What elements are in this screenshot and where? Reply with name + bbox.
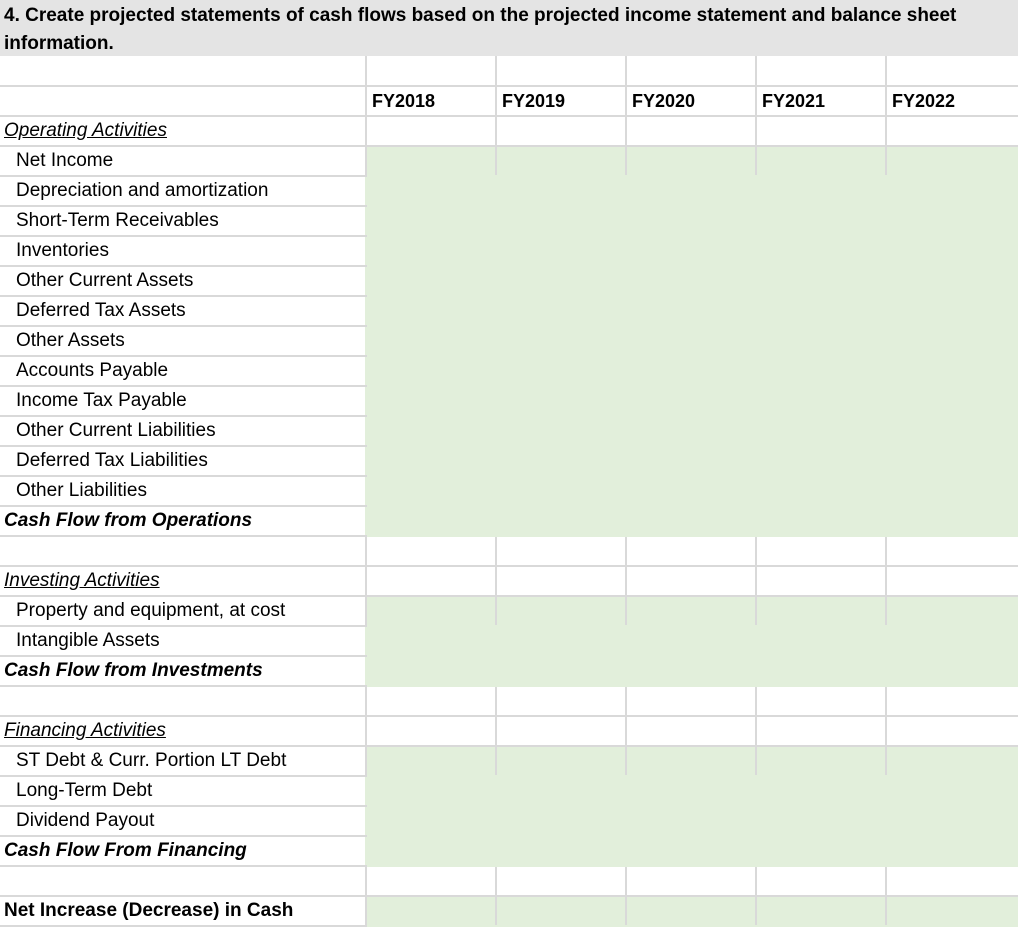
- value-cell[interactable]: [496, 296, 626, 326]
- value-cell[interactable]: [886, 896, 1018, 926]
- value-cell[interactable]: [886, 716, 1018, 746]
- value-cell[interactable]: [366, 386, 496, 416]
- row-label[interactable]: [0, 86, 366, 116]
- value-cell[interactable]: [366, 866, 496, 896]
- value-cell[interactable]: [756, 596, 886, 626]
- operating-item-row: [0, 266, 1018, 296]
- year-header: FY2019: [496, 86, 626, 116]
- value-cell[interactable]: [886, 806, 1018, 836]
- value-cell[interactable]: [626, 536, 756, 566]
- value-cell[interactable]: [756, 866, 886, 896]
- line-item-label: ST Debt & Curr. Portion LT Debt: [0, 746, 366, 776]
- operating-item-row: [0, 206, 1018, 236]
- section-total-label: Cash Flow From Financing: [0, 836, 366, 866]
- value-cell[interactable]: [366, 836, 496, 866]
- value-cell[interactable]: [756, 386, 886, 416]
- value-cell[interactable]: [366, 116, 496, 146]
- line-item-label: Other Current Assets: [0, 266, 366, 296]
- value-cell[interactable]: [886, 446, 1018, 476]
- section-heading: Financing Activities: [0, 716, 366, 746]
- blank-row: [0, 536, 1018, 566]
- value-cell[interactable]: [626, 896, 756, 926]
- value-cell[interactable]: [366, 56, 496, 86]
- value-cell[interactable]: [496, 416, 626, 446]
- value-cell[interactable]: [626, 626, 756, 656]
- line-item-label: Other Liabilities: [0, 476, 366, 506]
- value-cell[interactable]: [626, 296, 756, 326]
- value-cell[interactable]: [886, 866, 1018, 896]
- value-cell[interactable]: [626, 206, 756, 236]
- year-header: FY2022: [886, 86, 1018, 116]
- net-change-row: [0, 896, 1018, 926]
- value-cell[interactable]: [756, 746, 886, 776]
- value-cell[interactable]: [366, 746, 496, 776]
- value-cell[interactable]: [366, 686, 496, 716]
- value-cell[interactable]: [626, 116, 756, 146]
- value-cell[interactable]: [626, 176, 756, 206]
- value-cell[interactable]: [366, 146, 496, 176]
- line-item-label: Property and equipment, at cost: [0, 596, 366, 626]
- value-cell[interactable]: [756, 536, 886, 566]
- operating-item-row: [0, 416, 1018, 446]
- investing-item-row: [0, 596, 1018, 626]
- year-header: FY2018: [366, 86, 496, 116]
- financing-item-row: [0, 806, 1018, 836]
- value-cell[interactable]: [626, 146, 756, 176]
- value-cell[interactable]: [626, 326, 756, 356]
- value-cell[interactable]: [756, 416, 886, 446]
- value-cell[interactable]: [496, 506, 626, 536]
- value-cell[interactable]: [366, 536, 496, 566]
- value-cell[interactable]: [626, 866, 756, 896]
- value-cell[interactable]: [366, 176, 496, 206]
- value-cell[interactable]: [756, 296, 886, 326]
- value-cell[interactable]: [626, 446, 756, 476]
- value-cell[interactable]: [886, 536, 1018, 566]
- value-cell[interactable]: [756, 476, 886, 506]
- section-total-label: Cash Flow from Investments: [0, 656, 366, 686]
- value-cell[interactable]: [366, 806, 496, 836]
- line-item-label: Long-Term Debt: [0, 776, 366, 806]
- line-item-label: Other Current Liabilities: [0, 416, 366, 446]
- operating-item-row: [0, 146, 1018, 176]
- value-cell[interactable]: [626, 476, 756, 506]
- value-cell[interactable]: [366, 626, 496, 656]
- line-item-label: Short-Term Receivables: [0, 206, 366, 236]
- value-cell[interactable]: [886, 176, 1018, 206]
- net-change-label: Net Increase (Decrease) in Cash: [0, 896, 366, 926]
- value-cell[interactable]: [756, 716, 886, 746]
- line-item-label: Depreciation and amortization: [0, 176, 366, 206]
- question-title: 4. Create projected statements of cash flows based on the projected income statement and balance sheet information.: [0, 0, 1018, 56]
- value-cell[interactable]: [496, 386, 626, 416]
- financing-total-row: [0, 836, 1018, 866]
- value-cell[interactable]: [756, 656, 886, 686]
- value-cell[interactable]: [886, 386, 1018, 416]
- financing-heading-row: [0, 716, 1018, 746]
- value-cell[interactable]: [886, 626, 1018, 656]
- line-item-label: Accounts Payable: [0, 356, 366, 386]
- value-cell[interactable]: [756, 626, 886, 656]
- value-cell[interactable]: [496, 836, 626, 866]
- value-cell[interactable]: [756, 776, 886, 806]
- value-cell[interactable]: [496, 746, 626, 776]
- value-cell[interactable]: [756, 266, 886, 296]
- financing-item-row: [0, 746, 1018, 776]
- investing-total-row: [0, 656, 1018, 686]
- value-cell[interactable]: [756, 176, 886, 206]
- row-label[interactable]: [0, 866, 366, 896]
- line-item-label: Net Income: [0, 146, 366, 176]
- year-header-row: [0, 86, 1018, 116]
- value-cell[interactable]: [626, 806, 756, 836]
- value-cell[interactable]: [496, 236, 626, 266]
- value-cell[interactable]: [756, 686, 886, 716]
- investing-item-row: [0, 626, 1018, 656]
- operating-item-row: [0, 446, 1018, 476]
- value-cell[interactable]: [756, 446, 886, 476]
- value-cell[interactable]: [886, 566, 1018, 596]
- value-cell[interactable]: [366, 476, 496, 506]
- operating-total-row: [0, 506, 1018, 536]
- value-cell[interactable]: [886, 596, 1018, 626]
- section-heading: Investing Activities: [0, 566, 366, 596]
- value-cell[interactable]: [366, 446, 496, 476]
- value-cell[interactable]: [626, 836, 756, 866]
- value-cell[interactable]: [496, 476, 626, 506]
- value-cell[interactable]: [886, 686, 1018, 716]
- investing-heading-row: [0, 566, 1018, 596]
- value-cell[interactable]: [366, 596, 496, 626]
- value-cell[interactable]: [366, 326, 496, 356]
- value-cell[interactable]: [886, 746, 1018, 776]
- blank-row: [0, 56, 1018, 86]
- value-cell[interactable]: [626, 596, 756, 626]
- blank-row: [0, 866, 1018, 896]
- value-cell[interactable]: [886, 776, 1018, 806]
- value-cell[interactable]: [756, 806, 886, 836]
- value-cell[interactable]: [756, 506, 886, 536]
- operating-item-row: [0, 176, 1018, 206]
- value-cell[interactable]: [366, 416, 496, 446]
- value-cell[interactable]: [626, 236, 756, 266]
- operating-item-row: [0, 356, 1018, 386]
- year-header: FY2020: [626, 86, 756, 116]
- value-cell[interactable]: [886, 326, 1018, 356]
- value-cell[interactable]: [626, 416, 756, 446]
- value-cell[interactable]: [496, 686, 626, 716]
- value-cell[interactable]: [366, 506, 496, 536]
- value-cell[interactable]: [496, 566, 626, 596]
- value-cell[interactable]: [496, 656, 626, 686]
- section-total-label: Cash Flow from Operations: [0, 506, 366, 536]
- value-cell[interactable]: [626, 686, 756, 716]
- value-cell[interactable]: [886, 296, 1018, 326]
- section-heading: Operating Activities: [0, 116, 366, 146]
- value-cell[interactable]: [756, 146, 886, 176]
- value-cell[interactable]: [366, 236, 496, 266]
- value-cell[interactable]: [496, 626, 626, 656]
- value-cell[interactable]: [626, 56, 756, 86]
- blank-row: [0, 686, 1018, 716]
- value-cell[interactable]: [366, 716, 496, 746]
- value-cell[interactable]: [756, 356, 886, 386]
- value-cell[interactable]: [496, 56, 626, 86]
- value-cell[interactable]: [626, 656, 756, 686]
- value-cell[interactable]: [496, 776, 626, 806]
- financing-item-row: [0, 776, 1018, 806]
- value-cell[interactable]: [756, 116, 886, 146]
- operating-item-row: [0, 236, 1018, 266]
- operating-item-row: [0, 326, 1018, 356]
- cash-flow-table: [0, 56, 1018, 927]
- value-cell[interactable]: [626, 716, 756, 746]
- operating-item-row: [0, 476, 1018, 506]
- value-cell[interactable]: [626, 776, 756, 806]
- value-cell[interactable]: [886, 656, 1018, 686]
- value-cell[interactable]: [756, 326, 886, 356]
- line-item-label: Dividend Payout: [0, 806, 366, 836]
- value-cell[interactable]: [366, 566, 496, 596]
- value-cell[interactable]: [366, 206, 496, 236]
- operating-item-row: [0, 296, 1018, 326]
- value-cell[interactable]: [366, 656, 496, 686]
- value-cell[interactable]: [366, 266, 496, 296]
- line-item-label: Inventories: [0, 236, 366, 266]
- value-cell[interactable]: [886, 836, 1018, 866]
- value-cell[interactable]: [626, 746, 756, 776]
- value-cell[interactable]: [886, 56, 1018, 86]
- value-cell[interactable]: [886, 356, 1018, 386]
- value-cell[interactable]: [756, 56, 886, 86]
- line-item-label: Deferred Tax Assets: [0, 296, 366, 326]
- row-label[interactable]: [0, 686, 366, 716]
- value-cell[interactable]: [756, 566, 886, 596]
- value-cell[interactable]: [886, 266, 1018, 296]
- value-cell[interactable]: [886, 236, 1018, 266]
- value-cell[interactable]: [886, 476, 1018, 506]
- operating-item-row: [0, 386, 1018, 416]
- row-label[interactable]: [0, 536, 366, 566]
- value-cell[interactable]: [496, 356, 626, 386]
- value-cell[interactable]: [496, 866, 626, 896]
- value-cell[interactable]: [496, 116, 626, 146]
- value-cell[interactable]: [756, 836, 886, 866]
- value-cell[interactable]: [496, 146, 626, 176]
- value-cell[interactable]: [496, 206, 626, 236]
- line-item-label: Income Tax Payable: [0, 386, 366, 416]
- value-cell[interactable]: [496, 896, 626, 926]
- value-cell[interactable]: [756, 206, 886, 236]
- value-cell[interactable]: [496, 716, 626, 746]
- value-cell[interactable]: [626, 566, 756, 596]
- line-item-label: Intangible Assets: [0, 626, 366, 656]
- value-cell[interactable]: [886, 416, 1018, 446]
- line-item-label: Deferred Tax Liabilities: [0, 446, 366, 476]
- value-cell[interactable]: [366, 296, 496, 326]
- operating-heading-row: [0, 116, 1018, 146]
- value-cell[interactable]: [496, 266, 626, 296]
- value-cell[interactable]: [496, 536, 626, 566]
- value-cell[interactable]: [626, 356, 756, 386]
- value-cell[interactable]: [366, 896, 496, 926]
- value-cell[interactable]: [886, 206, 1018, 236]
- value-cell[interactable]: [886, 506, 1018, 536]
- value-cell[interactable]: [496, 596, 626, 626]
- value-cell[interactable]: [756, 896, 886, 926]
- value-cell[interactable]: [496, 806, 626, 836]
- value-cell[interactable]: [366, 356, 496, 386]
- value-cell[interactable]: [496, 176, 626, 206]
- row-label[interactable]: [0, 56, 366, 86]
- value-cell[interactable]: [366, 776, 496, 806]
- line-item-label: Other Assets: [0, 326, 366, 356]
- value-cell[interactable]: [496, 446, 626, 476]
- value-cell[interactable]: [626, 506, 756, 536]
- value-cell[interactable]: [886, 116, 1018, 146]
- value-cell[interactable]: [626, 386, 756, 416]
- value-cell[interactable]: [626, 266, 756, 296]
- value-cell[interactable]: [496, 326, 626, 356]
- value-cell[interactable]: [886, 146, 1018, 176]
- value-cell[interactable]: [756, 236, 886, 266]
- year-header: FY2021: [756, 86, 886, 116]
